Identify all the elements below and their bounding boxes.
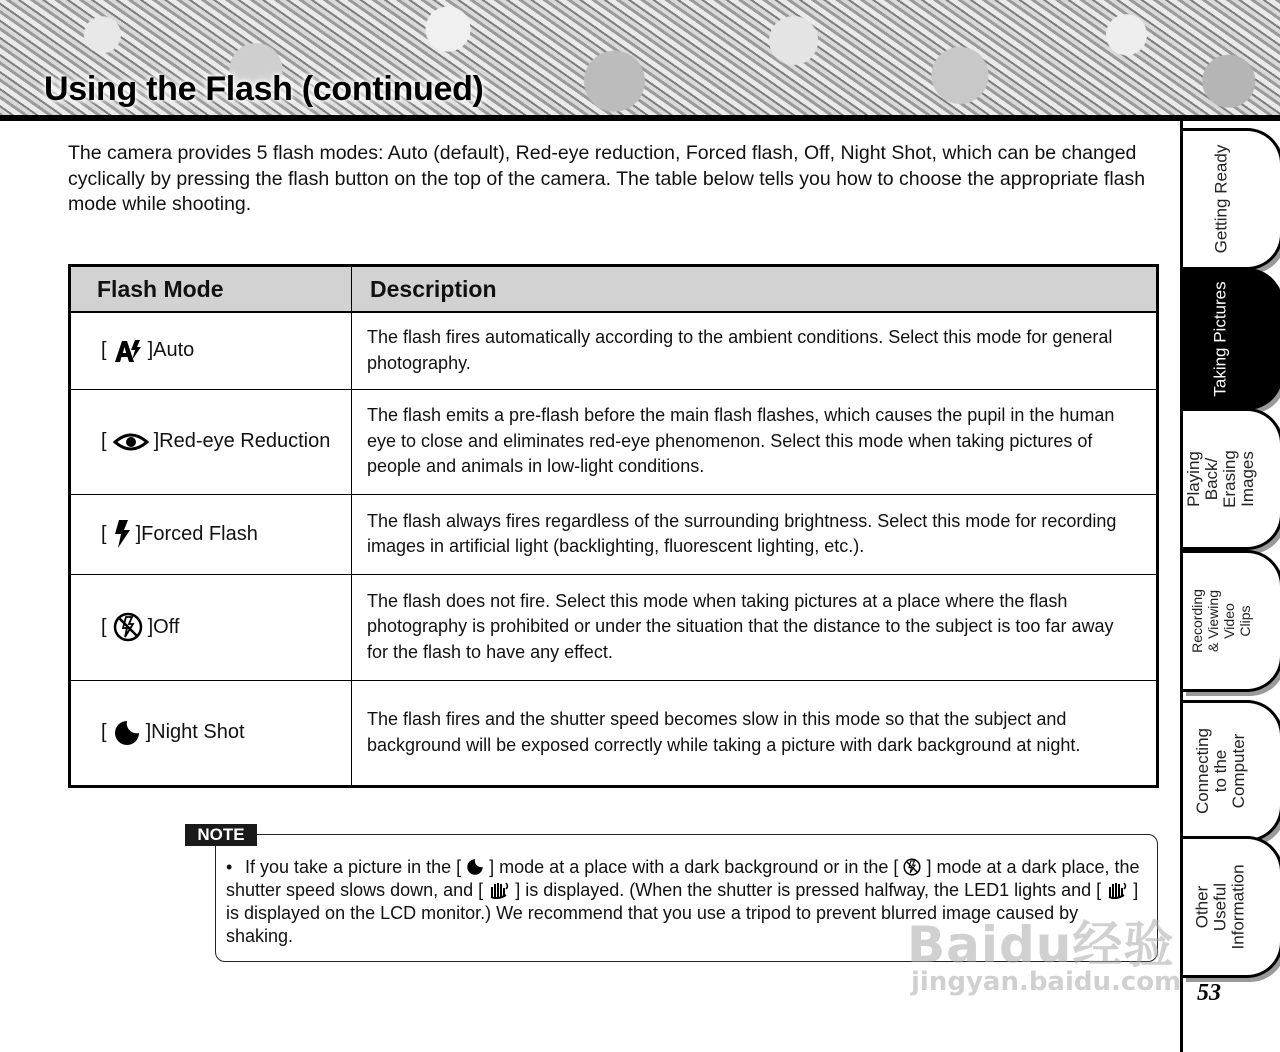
tab-playing-back[interactable]: [1183, 408, 1280, 550]
page-title: Using the Flash (continued): [44, 70, 484, 108]
mode-cell: [ ] Auto: [70, 312, 352, 389]
table-row: [70, 389, 1158, 494]
red-eye-icon: [113, 431, 149, 453]
mode-cell: [ ] Red-eye Reduction: [70, 389, 352, 494]
flash-off-icon: [113, 612, 143, 642]
header-rule: [0, 115, 1280, 121]
mode-label: Auto: [153, 339, 195, 362]
tab-label: Other Useful Information: [1193, 864, 1249, 950]
mode-label: Forced Flash: [141, 522, 258, 545]
note-segment: ] mode at a dark place, the shutter speed slows down, and [: [226, 857, 1140, 900]
tab-label: Playing Back/ Erasing Images: [1184, 450, 1257, 508]
description-cell: The flash always fires regardless of the surrounding brightness. Select this mode for recording images in artificial light (backlighting, fluorescent lighting, etc.).: [352, 494, 1158, 574]
mode-cell: [ ] Forced Flash: [70, 494, 352, 574]
tab-getting-ready[interactable]: [1183, 128, 1280, 270]
mode-label: Off: [153, 615, 180, 638]
flash-mode-header: Flash Mode: [70, 266, 352, 313]
watermark: [905, 905, 1195, 1005]
note-segment: ] is displayed on the LCD monitor.) We recommend that you use a tripod to prevent blurred image caused by shaking.: [226, 880, 1139, 946]
tab-label: Getting Ready: [1211, 144, 1230, 254]
tab-other-info[interactable]: [1183, 836, 1280, 978]
intro-paragraph: The camera provides 5 flash modes: Auto (default), Red-eye reduction, Forced flash, Off, Night Shot, which can be changed cyclically by pressing the flash button on the top of the camera. The table below tells you how to choose the appropriate flash mode while shooting.: [68, 142, 1146, 215]
note-bullet: •: [226, 857, 233, 877]
flash-off-icon: [903, 858, 921, 876]
note-segment: ] mode at a place with a dark background or in the [: [489, 857, 899, 877]
note-segment: If you take a picture in the [: [245, 857, 462, 877]
watermark-sub: jingyan.baidu.com: [911, 967, 1182, 997]
camera-shake-icon: [1106, 881, 1128, 899]
description-cell: The flash emits a pre-flash before the main flash flashes, which causes the pupil in the human eye to close and eliminates red-eye phenomenon. Select this mode when taking pictures of people and animals in low-light conditions.: [352, 389, 1158, 494]
description-cell: The flash does not fire. Select this mode when taking pictures at a place where the flash photography is prohibited or under the situation that the distance to the subject is too far away for the flash to have any effect.: [352, 574, 1158, 680]
tab-recording-video[interactable]: [1183, 550, 1280, 692]
tab-taking-pictures[interactable]: [1183, 268, 1280, 410]
camera-shake-icon: [488, 881, 510, 899]
note-segment: ] is displayed. (When the shutter is pressed halfway, the LED1 lights and [: [515, 880, 1102, 900]
mode-label: Night Shot: [151, 721, 245, 743]
table-header-row: [70, 266, 1158, 313]
table-row: [70, 680, 1158, 786]
tab-label: Taking Pictures: [1211, 281, 1230, 397]
description-cell: The flash fires and the shutter speed becomes slow in this mode so that the subject and background will be exposed correctly while taking a picture with dark background at night.: [352, 680, 1158, 786]
mode-cell: [ ] Night Shot: [70, 680, 352, 786]
tab-label: Connecting to the Computer: [1193, 727, 1249, 815]
forced-flash-icon: [113, 519, 131, 549]
flash-auto-icon: [113, 339, 143, 363]
mode-label: Red-eye Reduction: [159, 430, 331, 452]
description-header: Description: [352, 266, 1158, 313]
note-label: NOTE: [185, 824, 257, 846]
mode-cell: [ ] Off: [70, 574, 352, 680]
watermark-main: Baidu经验: [907, 916, 1175, 974]
table-row: [70, 312, 1158, 389]
description-cell: The flash fires automatically according to the ambient conditions. Select this mode for general photography.: [352, 312, 1158, 389]
night-shot-icon: [466, 858, 484, 876]
table-row: [70, 494, 1158, 574]
flash-mode-table: [68, 264, 1159, 788]
page-number: 53: [1197, 980, 1221, 1006]
table-row: [70, 574, 1158, 680]
night-shot-icon: [113, 719, 141, 747]
tab-label: Recording & Viewing Video Clips: [1189, 589, 1254, 653]
tab-connecting-computer[interactable]: [1183, 700, 1280, 842]
